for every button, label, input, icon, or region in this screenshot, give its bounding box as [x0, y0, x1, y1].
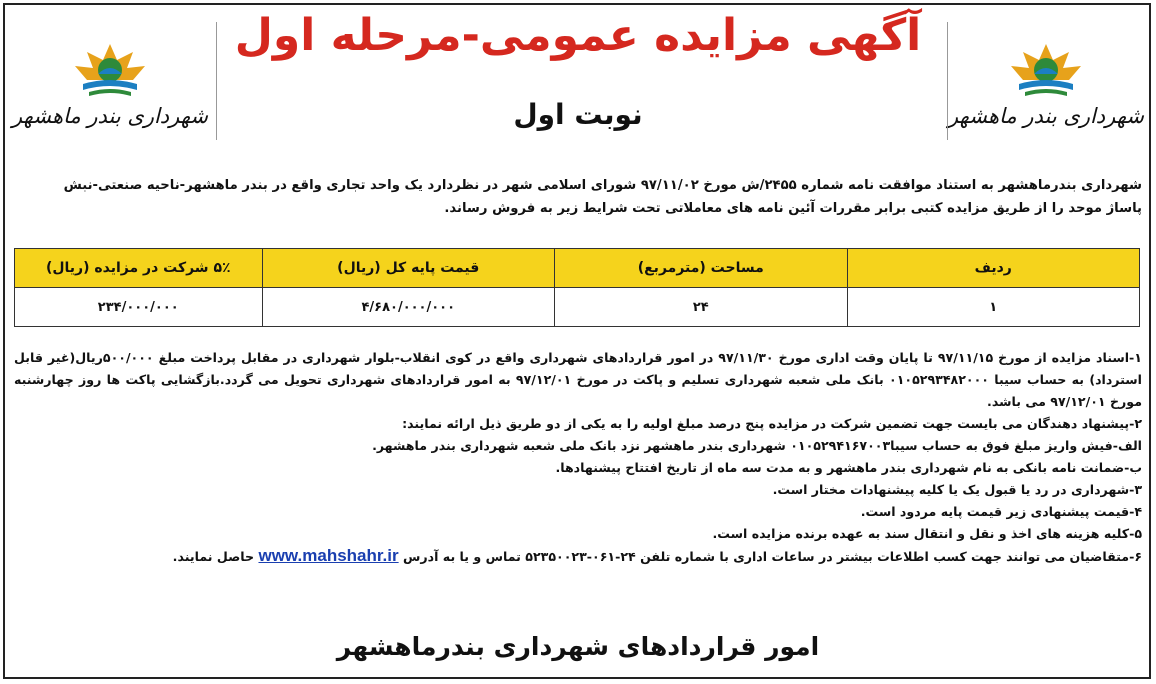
term-2a: الف-فیش واریز مبلغ فوق به حساب سیبا۰۱۰۵۲۹۴۱۶۷۰۰۳ شهرداری بندر ماهشهر نزد بانک ملی شعبه شهرداری بندر ماهشهر. [372, 438, 1142, 453]
terms-list [14, 347, 1142, 568]
cell-base-price: ۴/۶۸۰/۰۰۰/۰۰۰ [262, 288, 555, 327]
logo-caption: شهرداری بندر ماهشهر [947, 104, 1145, 128]
intro-line: پاساژ موحد را از طریق مزایده کتبی برابر مقررات آئین نامه های معاملاتی تحت شرایط زیر به فروش رساند. [444, 201, 1142, 216]
table-header-row [15, 249, 1140, 288]
logo-caption: شهرداری بندر ماهشهر [11, 104, 209, 128]
term-6-end: حاصل نمایند. [172, 549, 255, 564]
cell-row-number: ۱ [847, 288, 1140, 327]
col-deposit: ۵٪ شرکت در مزایده (ریال) [15, 249, 263, 288]
intro-line: شهرداری بندرماهشهر به استناد موافقت نامه شماره ۲۴۵۵/ش مورخ ۹۷/۱۱/۰۲ شورای اسلامی شهر در نظردارد یک واحد تجاری واقع در بندر ماهشهر-ناحیه صنعتی-نبش [63, 178, 1142, 193]
term-2b: ب-ضمانت نامه بانکی به نام شهرداری بندر ماهشهر و به مدت سه ماه از تاریخ افتتاح پیشنهادها. [555, 460, 1142, 475]
term-2: ۲-پیشنهاد دهندگان می بایست جهت تضمین شرکت در مزایده پنج درصد مبلغ اولیه را به یکی از دو طریق ذیل ارائه نمایند: [402, 416, 1142, 431]
table-row [15, 288, 1140, 327]
term-5: ۵-کلیه هزینه های اخذ و نقل و انتقال سند به عهده برنده مزایده است. [712, 526, 1142, 541]
cell-deposit: ۲۳۴/۰۰۰/۰۰۰ [15, 288, 263, 327]
term-4: ۴-قیمت پیشنهادی زیر قیمت پایه مردود است. [860, 504, 1142, 519]
term-6 [14, 545, 1142, 568]
term-1: ۱-اسناد مزایده از مورخ ۹۷/۱۱/۱۵ تا پایان وقت اداری مورخ ۹۷/۱۱/۳۰ در امور قراردادهای شهرداری واقع در کوی انقلاب-بلوار شهرداری در مقابل پرداخت مبلغ ۵۰۰/۰۰۰ریال(غیر قابل استرداد) به حساب سیبا ۰۱۰۵۲۹۳۴۸۲۰۰۰ بانک ملی شعبه شهرداری تسلیم و پاکت در مورخ ۹۷/۱۲/۰۱ به امور قراردادهای شهرداری تحویل می گردد.بازگشایی پاکت ها روز چهارشنبه مورخ ۹۷/۱۲/۰۱ می باشد. [14, 350, 1142, 409]
col-area: مساحت (مترمربع) [555, 249, 848, 288]
footer-signature: امور قراردادهای شهرداری بندرماهشهر [336, 632, 820, 661]
term-6-text: ۶-متقاضیان می توانند جهت کسب اطلاعات بیشتر در ساعات اداری با شماره تلفن ۲۴-۰۶۱-۵۲۳۵۰۰۲۳ تماس و یا به آدرس [403, 549, 1142, 564]
col-base-price: قیمت پایه کل (ریال) [262, 249, 555, 288]
intro-paragraph [14, 174, 1142, 220]
col-row-number: ردیف [847, 249, 1140, 288]
cell-area: ۲۴ [555, 288, 848, 327]
term-3: ۳-شهرداری در رد یا قبول یک یا کلیه پیشنهادات مختار است. [772, 482, 1142, 497]
page-subtitle: نوبت اول [513, 98, 643, 131]
auction-table [14, 248, 1140, 327]
page-title: آگهی مزایده عمومی-مرحله اول [234, 10, 922, 61]
website-link[interactable]: www.mahshahr.ir [258, 546, 399, 565]
